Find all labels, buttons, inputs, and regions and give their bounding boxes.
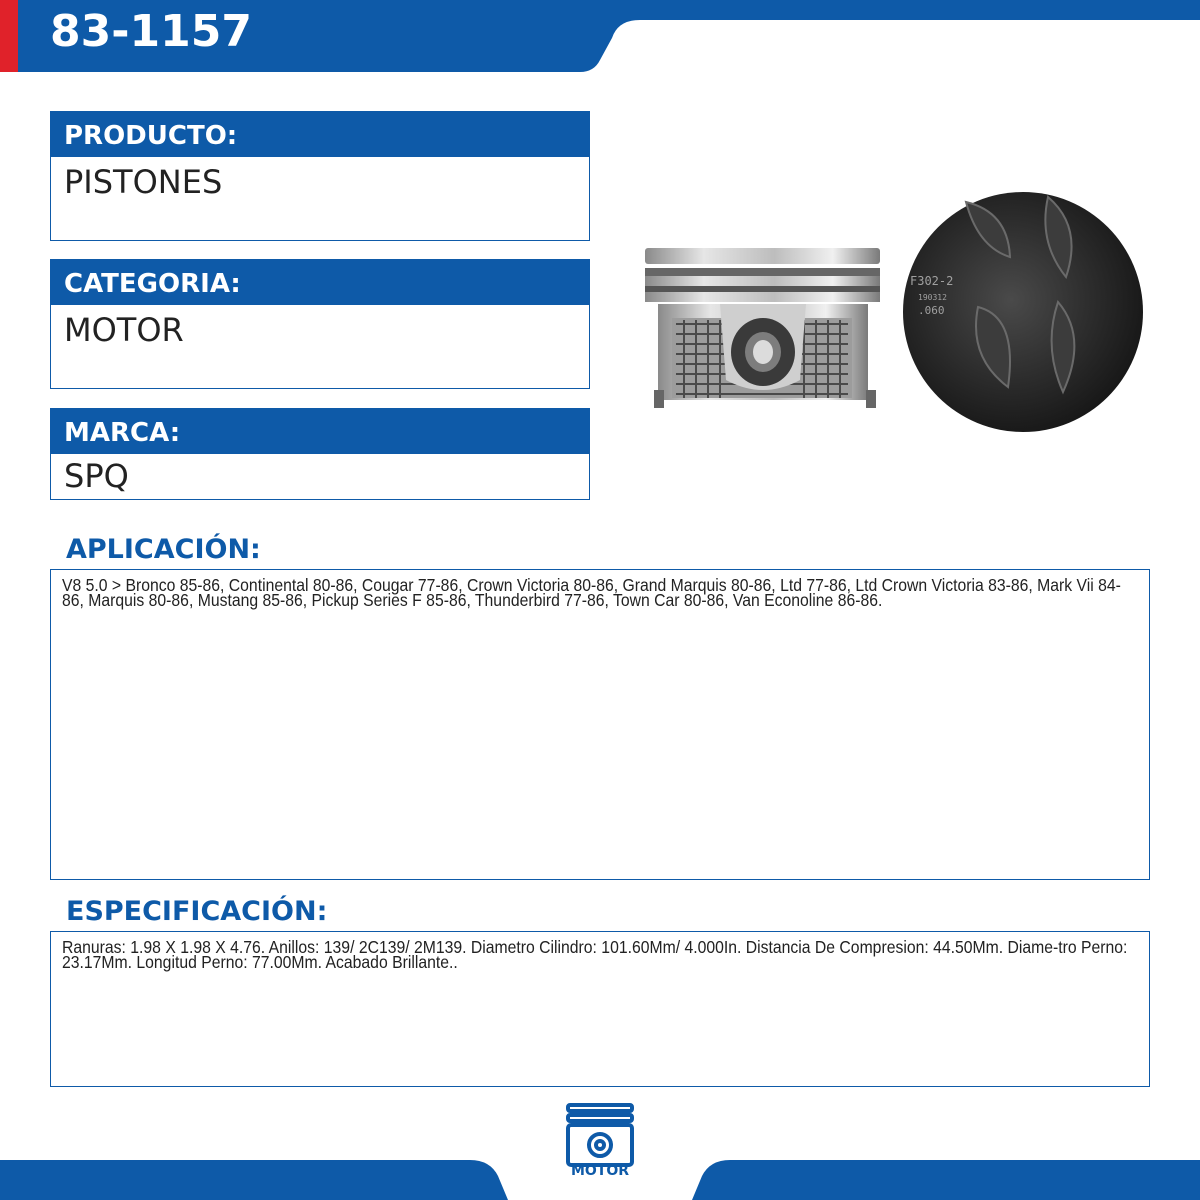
aplicacion-text: V8 5.0 > Bronco 85-86, Continental 80-86, Cougar 77-86, Crown Victoria 80-86, Grand Marquis 80-86, Ltd 77-86, Ltd Crown Victoria 83-86, Mark Vii 84-86, Marquis 80-86, Mustang 85-86, Pickup Series F 85-86, Thunderbird 77-86, Town Car 80-86, Van Econoline 86-86. <box>62 575 1121 610</box>
especificacion-title: ESPECIFICACIÓN: <box>66 896 328 927</box>
marca-label: MARCA: <box>50 408 590 454</box>
piston-crown-photo <box>898 187 1148 437</box>
producto-value: PISTONES <box>50 157 590 241</box>
categoria-value: MOTOR <box>50 305 590 389</box>
aplicacion-box <box>50 569 1150 880</box>
producto-label: PRODUCTO: <box>50 111 590 157</box>
crown-marking-1: F302-2 <box>910 274 954 288</box>
categoria-field <box>50 259 590 389</box>
part-number-title: 83-1157 <box>50 6 252 57</box>
motor-category-label: MOTOR <box>570 1163 630 1179</box>
crown-marking-3: .060 <box>918 304 945 317</box>
categoria-label: CATEGORIA: <box>50 259 590 305</box>
especificacion-box <box>50 931 1150 1087</box>
header-bar <box>0 0 1200 72</box>
producto-field <box>50 111 590 241</box>
marca-value: SPQ <box>50 454 590 500</box>
marca-field <box>50 408 590 500</box>
aplicacion-title: APLICACIÓN: <box>66 534 261 565</box>
especificacion-text: Ranuras: 1.98 X 1.98 X 4.76. Anillos: 139/ 2C139/ 2M139. Diametro Cilindro: 101.60Mm/ 4.000In. Distancia De Compresion: 44.50Mm. Diame-tro Perno: 23.17Mm. Longitud Perno: 77.00Mm. Acabado Brillante.. <box>62 937 1128 972</box>
piston-side-photo <box>640 240 890 410</box>
crown-marking-2: 190312 <box>918 293 947 302</box>
